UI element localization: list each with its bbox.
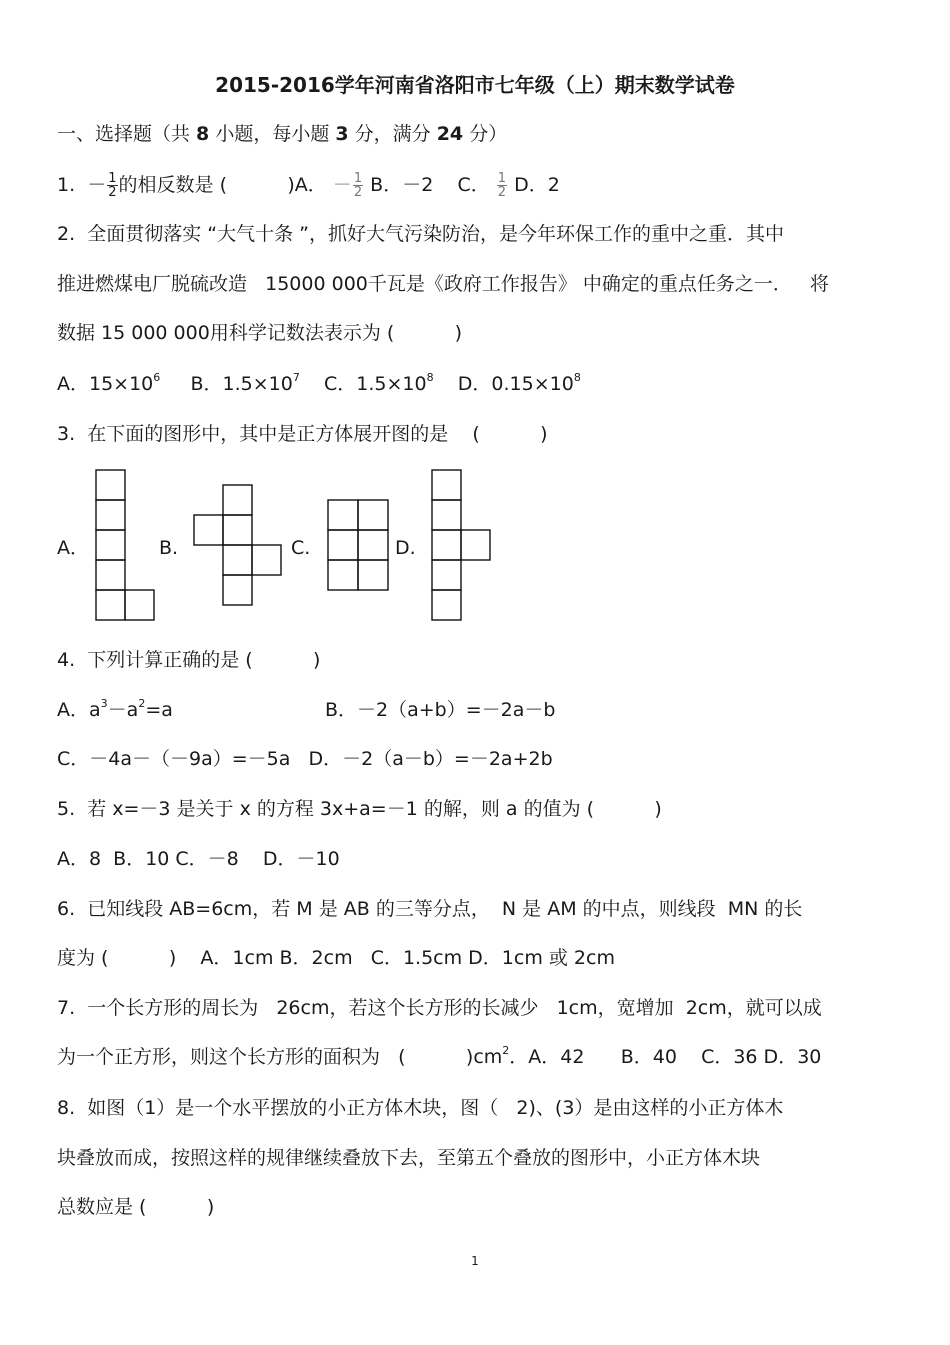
question-6-line-1: 6. 已知线段 AB=6cm，若 M 是 AB 的三等分点， N 是 AM 的中点，则线段 MN 的长: [57, 898, 803, 920]
exam-title: 2015-2016学年河南省洛阳市七年级（上）期末数学试卷: [215, 73, 735, 97]
question-3: 3. 在下面的图形中，其中是正方体展开图的是 ( ): [57, 423, 548, 445]
option-b-label: B.: [159, 537, 179, 559]
question-4-option-a: A．$a^3-a^2=a$: [57, 697, 173, 721]
cube-net-a: [95, 469, 155, 621]
question-4-option-b: B．－2（a+b）=－2a－b: [325, 699, 556, 721]
question-8-line-1: 8. 如图（1）是一个水平摆放的小正方体木块，图（ 2)、(3）是由这样的小正方体木: [57, 1097, 784, 1119]
question-7-line-1: 7. 一个长方形的周长为 26cm，若这个长方形的长减少 1cm，宽增加 2cm，就可以成: [57, 997, 822, 1019]
question-2-line-2: 推进燃煤电厂脱硫改造 15000 000千瓦是《政府工作报告》 中确定的重点任务之一． 将: [57, 273, 830, 295]
fraction-half: $\frac{1}{2}$: [108, 171, 117, 200]
option-d: D．$0.15\times 10^8$: [457, 371, 581, 395]
question-8-line-3: 总数应是 ( ): [57, 1196, 215, 1218]
cube-net-c: [327, 499, 389, 591]
page-number: 1: [471, 1254, 479, 1268]
question-2-line-1: 2. 全面贯彻落实 “大气十条 ”，抓好大气污染防治，是今年环保工作的重中之重．其中: [57, 223, 784, 245]
question-6-line-2: 度为 ( ) A．1cm B．2cm C．1.5cm D．1cm 或 2cm: [57, 947, 615, 969]
option-d-label: D.: [395, 537, 416, 559]
question-4-options-cd: C．－4a－（－9a）=－5a D．－2（a－b）=－2a+2b: [57, 748, 553, 770]
question-1: 1. － $\frac{1}{2}$ 的相反数是 ( )A． － $\frac{1}{2}$ B．－2 C． $\frac{1}{2}$ D．2: [57, 171, 560, 200]
question-7-line-2: 为一个正方形，则这个长方形的面积为 ( )$cm^2$．A．42 B．40 C．36 D．30: [57, 1044, 822, 1068]
cube-net-b: [193, 484, 283, 606]
option-a: A．$15\times 10^6$: [57, 371, 161, 395]
question-5: 5. 若 x=－3 是关于 x 的方程 3x+a=－1 的解，则 a 的值为 ( ): [57, 798, 662, 820]
question-8-line-2: 块叠放而成，按照这样的规律继续叠放下去，至第五个叠放的图形中，小正方体木块: [57, 1147, 761, 1169]
option-a-label: A．: [57, 537, 89, 559]
fraction-option-a: $\frac{1}{2}$: [353, 171, 363, 200]
question-2-line-3: 数据 15 000 000用科学记数法表示为 ( ): [57, 322, 463, 344]
question-5-options: A．8 B．10 C．－8 D．－10: [57, 848, 340, 870]
option-c: C．$1.5\times 10^8$: [324, 371, 434, 395]
cube-net-d: [431, 469, 491, 621]
option-c-label: C.: [291, 537, 311, 559]
question-2-options: [57, 372, 581, 396]
section-header: 一、选择题（共 8 小题，每小题 3 分，满分 24 分）: [57, 123, 508, 145]
fraction-option-c: $\frac{1}{2}$: [497, 171, 507, 200]
question-4: 4. 下列计算正确的是 ( ): [57, 649, 321, 671]
option-b: B．$1.5\times 10^7$: [190, 371, 300, 395]
